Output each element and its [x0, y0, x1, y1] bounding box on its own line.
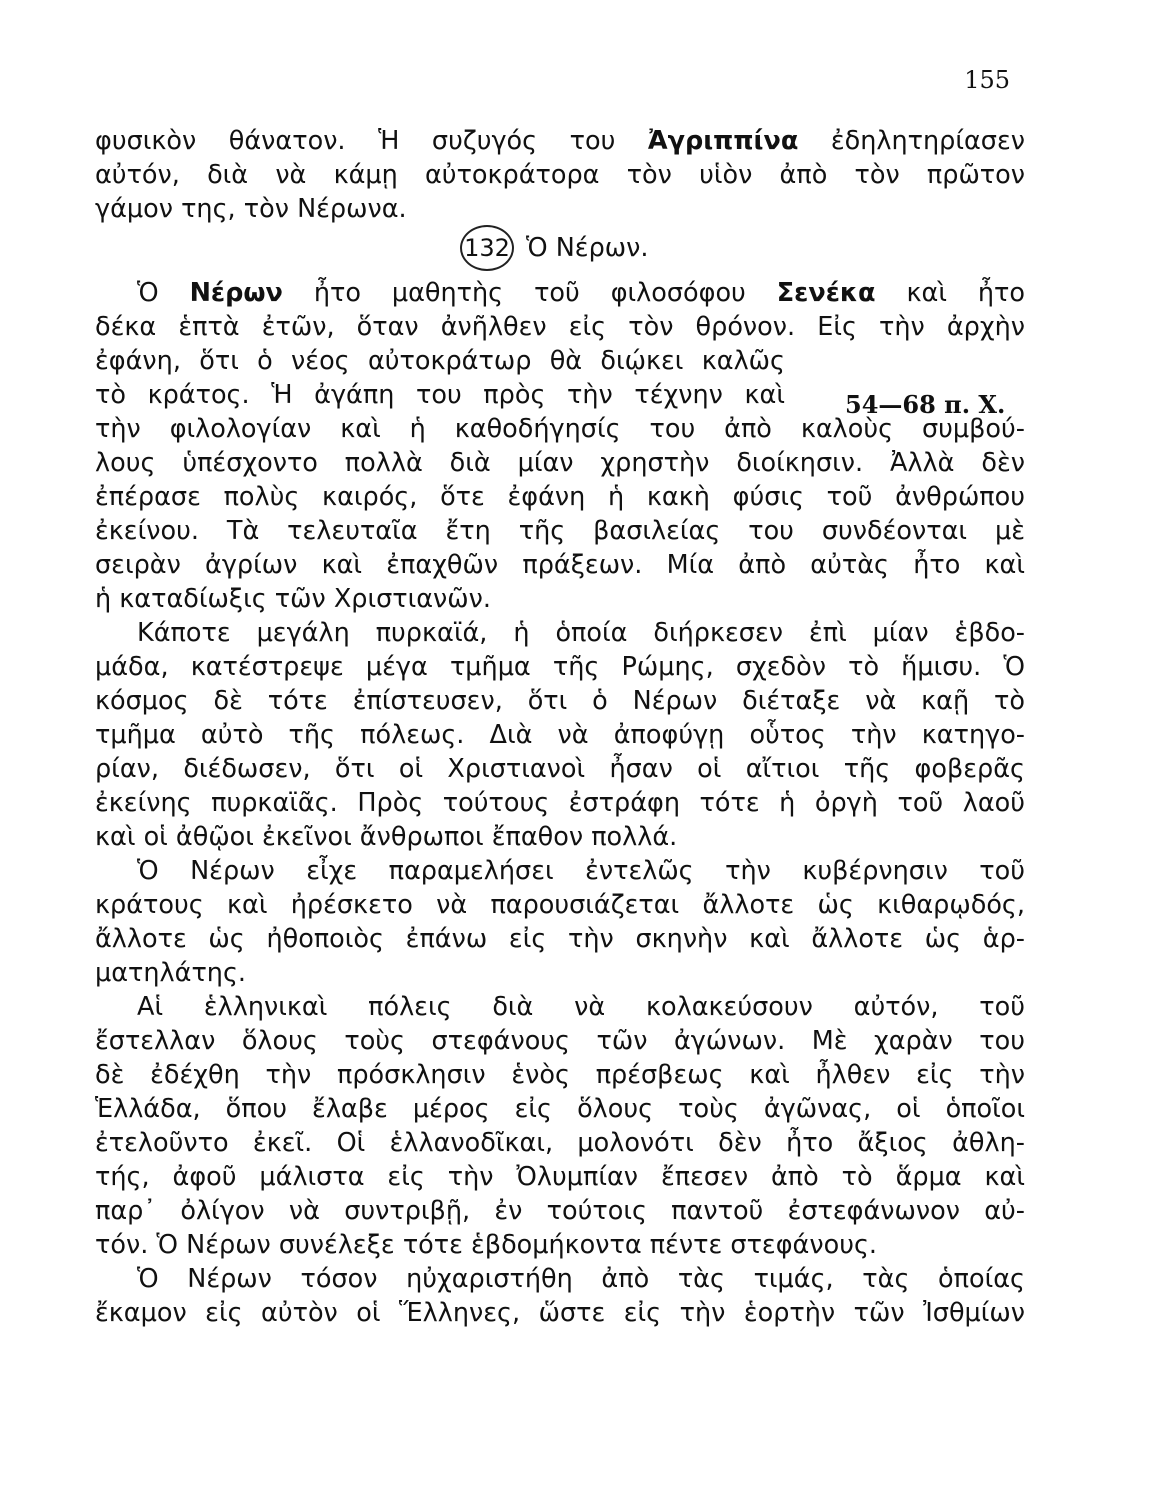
paragraph-5	[95, 1262, 1025, 1330]
text-line: σειρὰν ἀγρίων καὶ ἐπαχθῶν πράξεων. Μία ἀπὸ αὐτὰς ἦτο καὶ	[95, 550, 1025, 580]
text-line: Κάποτε μεγάλη πυρκαϊά, ἡ ὁποία διήρκεσεν ἐπὶ μίαν ἑβδο-	[137, 618, 1025, 648]
text-line: ἐκείνης πυρκαϊᾶς. Πρὸς τούτους ἐστράφη τότε ἡ ὀργὴ τοῦ λαοῦ	[95, 788, 1025, 818]
margin-date-note: 54—68 π. Χ.	[845, 390, 1006, 419]
text-line: ἔστελλαν ὅλους τοὺς στεφάνους τῶν ἀγώνων. Μὲ χαρὰν του	[95, 1026, 1025, 1056]
paragraph-4	[95, 990, 1025, 1262]
text-line: γάμον της, τὸν Νέρωνα.	[95, 194, 407, 224]
text-line: ἐπέρασε πολὺς καιρός, ὅτε ἐφάνη ἡ κακὴ φύσις τοῦ ἀνθρώπου	[95, 482, 1025, 512]
text-line: ἄλλοτε ὡς ἠθοποιὸς ἐπάνω εἰς τὴν σκηνὴν καὶ ἄλλοτε ὡς ἁρ-	[95, 924, 1025, 954]
text-line: ἔκαμον εἰς αὐτὸν οἱ Ἕλληνες, ὥστε εἰς τὴν ἑορτὴν τῶν Ἰσθμίων	[95, 1298, 1025, 1328]
text-line: δέκα ἑπτὰ ἐτῶν, ὅταν ἀνῆλθεν εἰς τὸν θρόνον. Εἰς τὴν ἀρχὴν	[95, 312, 1025, 342]
text-line: αὐτόν, διὰ νὰ κάμῃ αὐτοκράτορα τὸν υἱὸν ἀπὸ τὸν πρῶτον	[95, 160, 1025, 190]
text-line: λους ὑπέσχοντο πολλὰ διὰ μίαν χρηστὴν διοίκησιν. Ἀλλὰ δὲν	[95, 448, 1025, 478]
text-line: δὲ ἐδέχθη τὴν πρόσκλησιν ἑνὸς πρέσβεως καὶ ἦλθεν εἰς τὴν	[95, 1060, 1025, 1090]
text-line: ρίαν, διέδωσεν, ὅτι οἱ Χριστιανοὶ ἦσαν οἱ αἴτιοι τῆς φοβερᾶς	[95, 754, 1025, 784]
text-line: Ὁ Νέρων εἶχε παραμελήσει ἐντελῶς τὴν κυβέρνησιν τοῦ	[137, 856, 1025, 886]
paragraph-3	[95, 854, 1025, 990]
paragraph-1	[95, 276, 1025, 616]
text-line: Ὁ Νέρων τόσον ηὐχαριστήθη ἀπὸ τὰς τιμάς, τὰς ὁποίας	[137, 1264, 1025, 1294]
text-line: κόσμος δὲ τότε ἐπίστευσεν, ὅτι ὁ Νέρων διέταξε νὰ καῇ τὸ	[95, 686, 1025, 716]
text-line: Ἑλλάδα, ὅπου ἔλαβε μέρος εἰς ὅλους τοὺς ἀγῶνας, οἱ ὁποῖοι	[95, 1094, 1025, 1124]
intro-block	[95, 124, 1025, 226]
text-line: ἡ καταδίωξις τῶν Χριστιανῶν.	[95, 584, 492, 614]
text-line: ἐφάνη, ὅτι ὁ νέος αὐτοκράτωρ θὰ διῴκει καλῶς	[95, 346, 785, 376]
section-title: Ὁ Νέρων.	[526, 233, 649, 263]
text-line: Ὁ Νέρων ἦτο μαθητὴς τοῦ φιλοσόφου Σενέκα καὶ ἦτο	[137, 278, 1025, 308]
section-heading	[460, 226, 1025, 270]
section-number: 132	[460, 225, 514, 271]
text-line: Αἱ ἑλληνικαὶ πόλεις διὰ νὰ κολακεύσουν αὐτόν, τοῦ	[137, 992, 1025, 1022]
page-number: 155	[964, 66, 1010, 94]
body-text	[95, 124, 1025, 1330]
text-line: μάδα, κατέστρεψε μέγα τμῆμα τῆς Ρώμης, σχεδὸν τὸ ἥμισυ. Ὁ	[95, 652, 1025, 682]
text-line: φυσικὸν θάνατον. Ἡ συζυγός του Ἀγριππίνα ἐδηλητηρίασεν	[95, 126, 1026, 156]
text-line: τὸ κράτος. Ἡ ἀγάπη του πρὸς τὴν τέχνην καὶ	[95, 380, 785, 410]
text-line: ἐτελοῦντο ἐκεῖ. Οἱ ἑλλανοδῖκαι, μολονότι δὲν ἦτο ἄξιος ἀθλη-	[95, 1128, 1025, 1158]
text-line: ἐκείνου. Τὰ τελευταῖα ἔτη τῆς βασιλείας του συνδέονται μὲ	[95, 516, 1025, 546]
text-line: τὴν φιλολογίαν καὶ ἡ καθοδήγησίς του ἀπὸ καλοὺς συμβού-	[95, 414, 1025, 444]
text-line: παρ᾽ ὀλίγον νὰ συντριβῇ, ἐν τούτοις παντοῦ ἐστεφάνωνον αὐ-	[95, 1196, 1025, 1226]
text-line: καὶ οἱ ἀθῷοι ἐκεῖνοι ἄνθρωποι ἔπαθον πολλά.	[95, 822, 678, 852]
text-line: τής, ἀφοῦ μάλιστα εἰς τὴν Ὀλυμπίαν ἔπεσεν ἀπὸ τὸ ἅρμα καὶ	[95, 1162, 1025, 1192]
text-line: τμῆμα αὐτὸ τῆς πόλεως. Διὰ νὰ ἀποφύγῃ οὗτος τὴν κατηγο-	[95, 720, 1025, 750]
paragraph-2	[95, 616, 1025, 854]
text-line: ματηλάτης.	[95, 958, 247, 988]
text-line: κράτους καὶ ἠρέσκετο νὰ παρουσιάζεται ἄλλοτε ὡς κιθαρῳδός,	[95, 890, 1025, 920]
text-line: τόν. Ὁ Νέρων συνέλεξε τότε ἑβδομήκοντα πέντε στεφάνους.	[95, 1230, 878, 1260]
